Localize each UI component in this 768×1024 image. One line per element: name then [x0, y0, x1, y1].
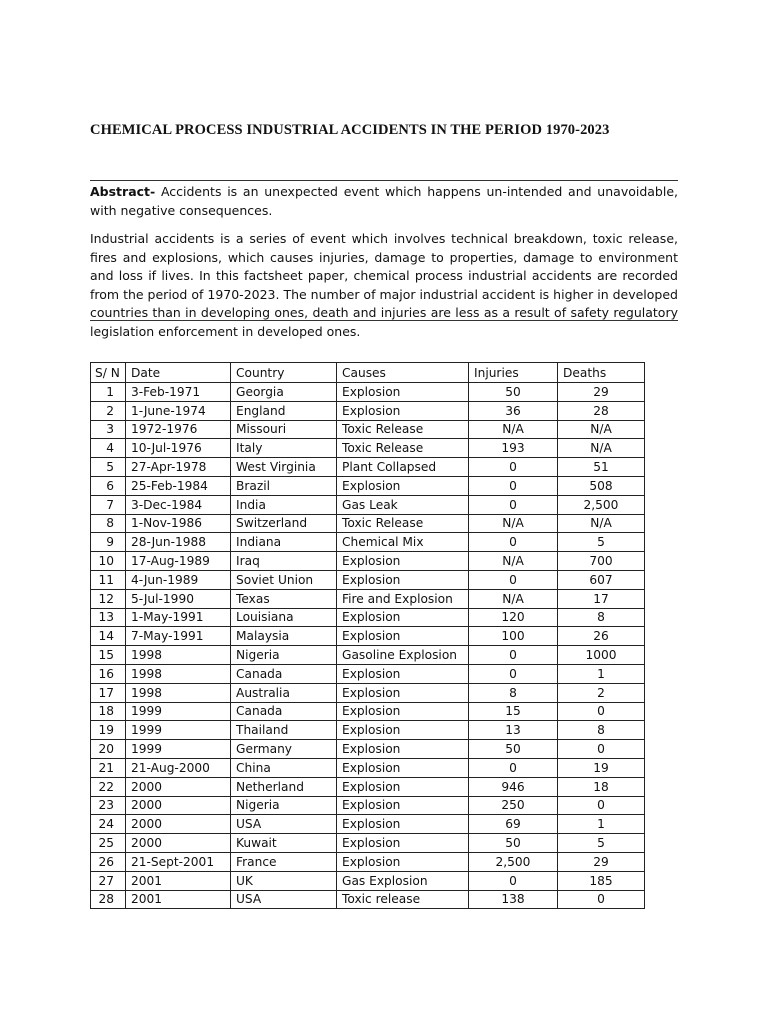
cell-country: Missouri [231, 420, 337, 439]
table-row [91, 702, 645, 721]
cell-injuries: 13 [469, 721, 558, 740]
cell-injuries: N/A [469, 589, 558, 608]
cell-country: Thailand [231, 721, 337, 740]
cell-causes: Explosion [337, 383, 469, 402]
table-row [91, 796, 645, 815]
cell-sn: 26 [91, 852, 126, 871]
cell-sn: 22 [91, 777, 126, 796]
cell-deaths: 700 [558, 552, 645, 571]
cell-sn: 1 [91, 383, 126, 402]
cell-deaths: 508 [558, 476, 645, 495]
cell-deaths: N/A [558, 439, 645, 458]
cell-sn: 13 [91, 608, 126, 627]
cell-causes: Explosion [337, 552, 469, 571]
table-row [91, 815, 645, 834]
cell-sn: 8 [91, 514, 126, 533]
cell-causes: Explosion [337, 758, 469, 777]
cell-causes: Toxic Release [337, 514, 469, 533]
table-row [91, 777, 645, 796]
cell-injuries: 120 [469, 608, 558, 627]
cell-injuries: 0 [469, 570, 558, 589]
cell-injuries: 15 [469, 702, 558, 721]
cell-injuries: 50 [469, 383, 558, 402]
cell-date: 28-Jun-1988 [126, 533, 231, 552]
table-body [91, 383, 645, 909]
cell-country: Canada [231, 702, 337, 721]
cell-date: 2000 [126, 796, 231, 815]
cell-deaths: 5 [558, 834, 645, 853]
cell-date: 21-Aug-2000 [126, 758, 231, 777]
cell-deaths: 18 [558, 777, 645, 796]
cell-country: West Virginia [231, 458, 337, 477]
cell-date: 1-May-1991 [126, 608, 231, 627]
cell-sn: 21 [91, 758, 126, 777]
cell-date: 27-Apr-1978 [126, 458, 231, 477]
cell-sn: 17 [91, 683, 126, 702]
cell-sn: 19 [91, 721, 126, 740]
cell-causes: Toxic release [337, 890, 469, 909]
header-date: Date [126, 363, 231, 383]
cell-date: 25-Feb-1984 [126, 476, 231, 495]
cell-injuries: N/A [469, 514, 558, 533]
cell-sn: 12 [91, 589, 126, 608]
cell-date: 1998 [126, 646, 231, 665]
cell-causes: Explosion [337, 721, 469, 740]
table-row [91, 401, 645, 420]
cell-date: 1-Nov-1986 [126, 514, 231, 533]
cell-deaths: 0 [558, 740, 645, 759]
table-row [91, 552, 645, 571]
cell-injuries: N/A [469, 420, 558, 439]
table-row [91, 420, 645, 439]
cell-deaths: 8 [558, 721, 645, 740]
abstract-paragraph [90, 183, 678, 220]
cell-deaths: 185 [558, 871, 645, 890]
cell-sn: 6 [91, 476, 126, 495]
table-row [91, 627, 645, 646]
cell-country: England [231, 401, 337, 420]
cell-deaths: 0 [558, 796, 645, 815]
cell-deaths: 19 [558, 758, 645, 777]
cell-deaths: 607 [558, 570, 645, 589]
cell-injuries: 0 [469, 871, 558, 890]
cell-date: 3-Dec-1984 [126, 495, 231, 514]
cell-date: 1998 [126, 683, 231, 702]
table-row [91, 589, 645, 608]
cell-causes: Explosion [337, 815, 469, 834]
abstract-label: Abstract- [90, 184, 156, 199]
table-row [91, 533, 645, 552]
cell-country: Kuwait [231, 834, 337, 853]
cell-sn: 5 [91, 458, 126, 477]
cell-country: India [231, 495, 337, 514]
cell-sn: 15 [91, 646, 126, 665]
cell-country: Indiana [231, 533, 337, 552]
cell-deaths: 17 [558, 589, 645, 608]
cell-injuries: 50 [469, 740, 558, 759]
cell-country: France [231, 852, 337, 871]
cell-causes: Explosion [337, 570, 469, 589]
cell-date: 2000 [126, 815, 231, 834]
cell-sn: 4 [91, 439, 126, 458]
cell-causes: Gas Explosion [337, 871, 469, 890]
cell-country: Switzerland [231, 514, 337, 533]
cell-date: 3-Feb-1971 [126, 383, 231, 402]
cell-injuries: 193 [469, 439, 558, 458]
cell-injuries: 250 [469, 796, 558, 815]
cell-country: Nigeria [231, 796, 337, 815]
cell-injuries: 36 [469, 401, 558, 420]
cell-country: Malaysia [231, 627, 337, 646]
cell-country: Australia [231, 683, 337, 702]
cell-causes: Explosion [337, 664, 469, 683]
cell-date: 1972-1976 [126, 420, 231, 439]
cell-injuries: 0 [469, 458, 558, 477]
cell-date: 4-Jun-1989 [126, 570, 231, 589]
cell-sn: 18 [91, 702, 126, 721]
table-row [91, 383, 645, 402]
cell-injuries: 138 [469, 890, 558, 909]
cell-deaths: 8 [558, 608, 645, 627]
table-row [91, 664, 645, 683]
header-country: Country [231, 363, 337, 383]
cell-sn: 20 [91, 740, 126, 759]
cell-injuries: 0 [469, 495, 558, 514]
bottom-divider [90, 320, 678, 321]
cell-causes: Explosion [337, 740, 469, 759]
cell-causes: Explosion [337, 401, 469, 420]
cell-date: 2000 [126, 777, 231, 796]
table-row [91, 439, 645, 458]
table-row [91, 852, 645, 871]
cell-causes: Plant Collapsed [337, 458, 469, 477]
cell-causes: Chemical Mix [337, 533, 469, 552]
cell-injuries: 946 [469, 777, 558, 796]
cell-causes: Gasoline Explosion [337, 646, 469, 665]
cell-sn: 16 [91, 664, 126, 683]
cell-date: 7-May-1991 [126, 627, 231, 646]
cell-deaths: 28 [558, 401, 645, 420]
cell-sn: 14 [91, 627, 126, 646]
cell-date: 2001 [126, 871, 231, 890]
cell-date: 10-Jul-1976 [126, 439, 231, 458]
cell-sn: 2 [91, 401, 126, 420]
table-row [91, 476, 645, 495]
cell-injuries: 100 [469, 627, 558, 646]
cell-deaths: 1 [558, 815, 645, 834]
abstract-text: Accidents is an unexpected event which happens un-intended and unavoidable, with negative consequences. [90, 184, 678, 218]
cell-sn: 10 [91, 552, 126, 571]
accidents-table [90, 362, 645, 909]
table-row [91, 890, 645, 909]
cell-country: China [231, 758, 337, 777]
table-row [91, 834, 645, 853]
cell-country: Iraq [231, 552, 337, 571]
cell-country: Nigeria [231, 646, 337, 665]
cell-injuries: 0 [469, 664, 558, 683]
cell-injuries: 2,500 [469, 852, 558, 871]
cell-date: 1999 [126, 721, 231, 740]
header-sn: S/ N [91, 363, 126, 383]
table-row [91, 758, 645, 777]
cell-deaths: 51 [558, 458, 645, 477]
cell-sn: 3 [91, 420, 126, 439]
cell-country: Soviet Union [231, 570, 337, 589]
cell-country: Netherland [231, 777, 337, 796]
cell-date: 17-Aug-1989 [126, 552, 231, 571]
cell-date: 1999 [126, 702, 231, 721]
cell-date: 5-Jul-1990 [126, 589, 231, 608]
cell-deaths: N/A [558, 420, 645, 439]
cell-country: Italy [231, 439, 337, 458]
header-injuries: Injuries [469, 363, 558, 383]
document-title: CHEMICAL PROCESS INDUSTRIAL ACCIDENTS IN THE PERIOD 1970-2023 [90, 122, 610, 138]
cell-injuries: 50 [469, 834, 558, 853]
cell-sn: 27 [91, 871, 126, 890]
table-row [91, 740, 645, 759]
cell-sn: 11 [91, 570, 126, 589]
cell-deaths: 0 [558, 702, 645, 721]
cell-country: Georgia [231, 383, 337, 402]
table-header-row [91, 363, 645, 383]
cell-sn: 24 [91, 815, 126, 834]
cell-causes: Explosion [337, 796, 469, 815]
cell-injuries: N/A [469, 552, 558, 571]
header-causes: Causes [337, 363, 469, 383]
cell-country: USA [231, 815, 337, 834]
table-row [91, 608, 645, 627]
cell-deaths: 1 [558, 664, 645, 683]
header-deaths: Deaths [558, 363, 645, 383]
cell-deaths: 0 [558, 890, 645, 909]
cell-causes: Explosion [337, 627, 469, 646]
cell-deaths: 1000 [558, 646, 645, 665]
cell-country: Canada [231, 664, 337, 683]
cell-country: USA [231, 890, 337, 909]
cell-date: 1-June-1974 [126, 401, 231, 420]
cell-sn: 28 [91, 890, 126, 909]
cell-date: 1998 [126, 664, 231, 683]
cell-deaths: 2,500 [558, 495, 645, 514]
cell-causes: Explosion [337, 777, 469, 796]
cell-sn: 9 [91, 533, 126, 552]
cell-country: Germany [231, 740, 337, 759]
table-row [91, 646, 645, 665]
table-row [91, 570, 645, 589]
cell-causes: Toxic Release [337, 439, 469, 458]
cell-date: 21-Sept-2001 [126, 852, 231, 871]
table-row [91, 871, 645, 890]
cell-injuries: 8 [469, 683, 558, 702]
cell-country: Louisiana [231, 608, 337, 627]
cell-injuries: 0 [469, 476, 558, 495]
cell-country: UK [231, 871, 337, 890]
cell-deaths: 29 [558, 852, 645, 871]
cell-causes: Explosion [337, 608, 469, 627]
cell-deaths: 2 [558, 683, 645, 702]
cell-date: 1999 [126, 740, 231, 759]
cell-causes: Toxic Release [337, 420, 469, 439]
cell-causes: Explosion [337, 683, 469, 702]
cell-sn: 23 [91, 796, 126, 815]
cell-causes: Explosion [337, 702, 469, 721]
cell-injuries: 69 [469, 815, 558, 834]
cell-causes: Fire and Explosion [337, 589, 469, 608]
cell-date: 2001 [126, 890, 231, 909]
cell-causes: Explosion [337, 476, 469, 495]
top-divider [90, 180, 678, 181]
cell-deaths: 29 [558, 383, 645, 402]
cell-injuries: 0 [469, 758, 558, 777]
cell-country: Texas [231, 589, 337, 608]
cell-country: Brazil [231, 476, 337, 495]
table-row [91, 683, 645, 702]
cell-injuries: 0 [469, 646, 558, 665]
cell-date: 2000 [126, 834, 231, 853]
cell-injuries: 0 [469, 533, 558, 552]
cell-causes: Explosion [337, 852, 469, 871]
table-row [91, 458, 645, 477]
table-row [91, 721, 645, 740]
cell-sn: 25 [91, 834, 126, 853]
table-row [91, 514, 645, 533]
intro-paragraph: Industrial accidents is a series of event which involves technical breakdown, toxic release, fires and explosions, which causes injuries, damage to properties, damage to environment and loss if lives. In this factsheet paper, chemical process industrial accidents are recorded from the period of 1970-2023. The number of major industrial accident is higher in developed countries than in developing ones, death and injuries are less as a result of safety regulatory legislation enforcement in developed ones. [90, 231, 678, 339]
table-row [91, 495, 645, 514]
cell-causes: Gas Leak [337, 495, 469, 514]
cell-sn: 7 [91, 495, 126, 514]
cell-deaths: 5 [558, 533, 645, 552]
cell-deaths: N/A [558, 514, 645, 533]
cell-causes: Explosion [337, 834, 469, 853]
cell-deaths: 26 [558, 627, 645, 646]
